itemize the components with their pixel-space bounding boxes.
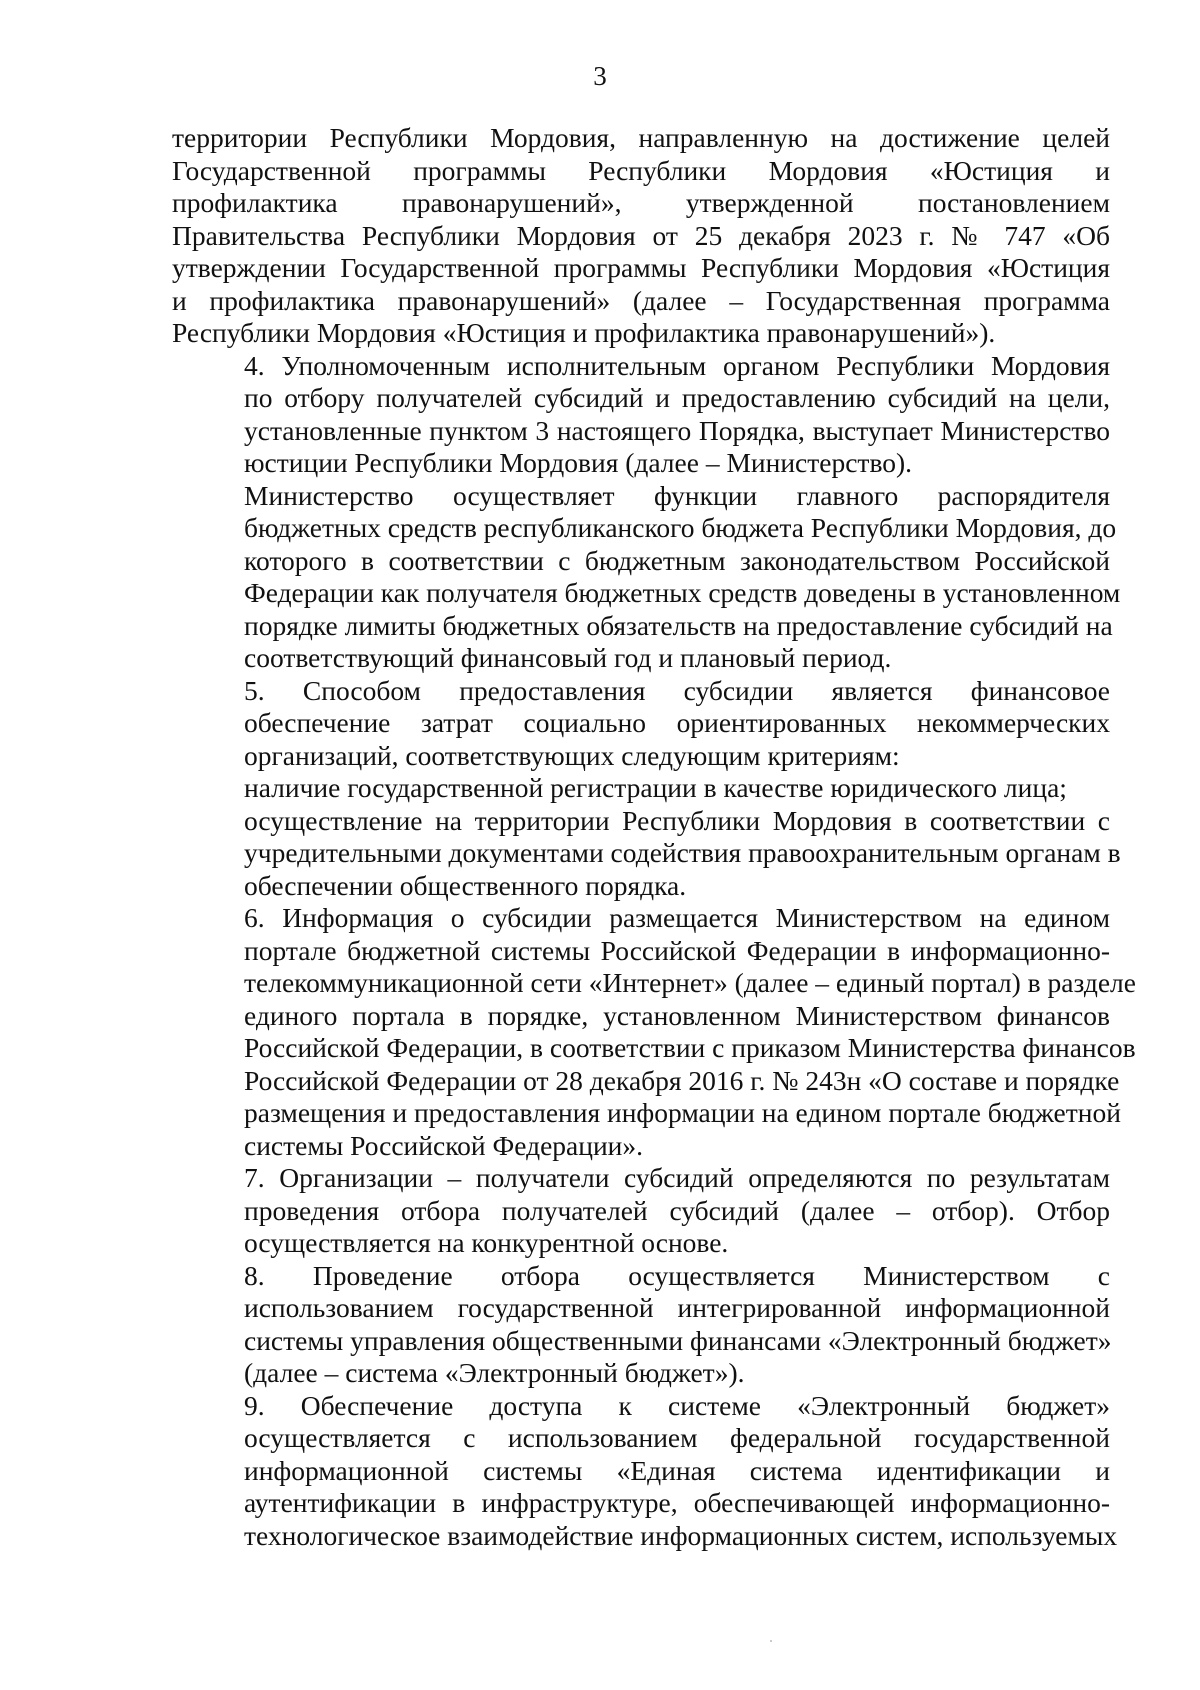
text-line: осуществляется с использованием федеральной государственной	[244, 1422, 1110, 1453]
paragraph	[172, 772, 1110, 805]
text-line: осуществляется на конкурентной основе.	[244, 1227, 729, 1258]
text-line: и профилактика правонарушений» (далее – Государственная программа	[172, 284, 1110, 316]
text-line: Республики Мордовия «Юстиция и профилактика правонарушений»).	[172, 317, 996, 348]
text-line: размещения и предоставления информации на едином портале бюджетной	[244, 1097, 1121, 1128]
text-line: информационной системы «Единая система идентификации и	[244, 1454, 1110, 1486]
text-line: Российской Федерации от 28 декабря 2016 г. № 243н «О составе и порядке	[244, 1064, 1120, 1096]
paragraph	[172, 1260, 1110, 1390]
text-line: аутентификации в инфраструктуре, обеспечивающей информационно-	[244, 1487, 1110, 1518]
paragraph	[172, 479, 1121, 675]
text-line: 4. Уполномоченным исполнительным органом Республики Мордовия	[244, 349, 1110, 381]
text-line: Правительства Республики Мордовия от 25 декабря 2023 г. № 747 «Об	[172, 219, 1110, 251]
text-line: Российской Федерации, в соответствии с приказом Министерства финансов	[244, 1032, 1136, 1063]
text-line: осуществление на территории Республики Мордовия в соответствии с	[244, 804, 1110, 836]
page-number: 3	[593, 61, 607, 91]
text-line: обеспечении общественного порядка.	[244, 869, 687, 901]
text-line: установленные пунктом 3 настоящего Порядка, выступает Министерство	[244, 414, 1110, 446]
text-line: по отбору получателей субсидий и предоставлению субсидий на цели,	[244, 382, 1110, 413]
text-line: Государственной программы Республики Мордовия «Юстиция и	[172, 154, 1110, 186]
text-line: юстиции Республики Мордовия (далее – Министерство).	[244, 447, 913, 478]
paragraph	[172, 122, 1110, 350]
text-line: системы Российской Федерации».	[244, 1129, 644, 1161]
text-line: 7. Организации – получатели субсидий определяются по результатам	[244, 1162, 1110, 1193]
text-line: утверждении Государственной программы Республики Мордовия «Юстиция	[172, 252, 1110, 283]
text-line: территории Республики Мордовия, направленную на достижение целей	[172, 122, 1110, 153]
text-line: использованием государственной интегрированной информационной	[244, 1292, 1110, 1323]
text-line: портале бюджетной системы Российской Федерации в информационно-	[244, 934, 1110, 966]
text-line: проведения отбора получателей субсидий (далее – отбор). Отбор	[244, 1194, 1110, 1226]
text-line: соответствующий финансовый год и плановый период.	[244, 642, 892, 673]
paragraph	[172, 804, 1121, 903]
text-line: наличие государственной регистрации в качестве юридического лица;	[244, 772, 1067, 803]
text-line: учредительными документами содействия правоохранительным органам в	[244, 837, 1121, 868]
text-line: 6. Информация о субсидии размещается Министерством на едином	[244, 902, 1110, 933]
paragraph	[172, 675, 1110, 773]
paragraph	[172, 1162, 1110, 1260]
paragraph	[172, 902, 1136, 1162]
text-line: (далее – система «Электронный бюджет»).	[244, 1357, 745, 1388]
text-line: Министерство осуществляет функции главного распорядителя	[244, 479, 1110, 511]
text-line: 8. Проведение отбора осуществляется Министерством с	[244, 1259, 1110, 1291]
text-line: Федерации как получателя бюджетных средств доведены в установленном	[244, 577, 1121, 608]
text-line: организаций, соответствующих следующим критериям:	[244, 739, 900, 771]
text-line: которого в соответствии с бюджетным законодательством Российской	[244, 544, 1110, 576]
text-line: 9. Обеспечение доступа к системе «Электронный бюджет»	[244, 1389, 1110, 1421]
document-body	[172, 122, 1136, 1552]
text-line: 5. Способом предоставления субсидии является финансовое	[244, 674, 1110, 706]
text-line: единого портала в порядке, установленном Министерством финансов	[244, 999, 1110, 1031]
paragraph	[172, 350, 1110, 480]
text-line: телекоммуникационной сети «Интернет» (далее – единый портал) в разделе	[244, 967, 1136, 998]
text-line: бюджетных средств республиканского бюджета Республики Мордовия, до	[244, 512, 1117, 543]
text-line: системы управления общественными финансами «Электронный бюджет»	[244, 1324, 1112, 1356]
text-line: обеспечение затрат социально ориентированных некоммерческих	[244, 707, 1110, 738]
text-line: порядке лимиты бюджетных обязательств на предоставление субсидий на	[244, 609, 1113, 641]
text-line: профилактика правонарушений», утвержденной постановлением	[172, 187, 1110, 218]
scan-artifact	[770, 1640, 772, 1642]
paragraph	[172, 1389, 1118, 1553]
text-line: технологическое взаимодействие информационных систем, используемых	[244, 1519, 1118, 1551]
